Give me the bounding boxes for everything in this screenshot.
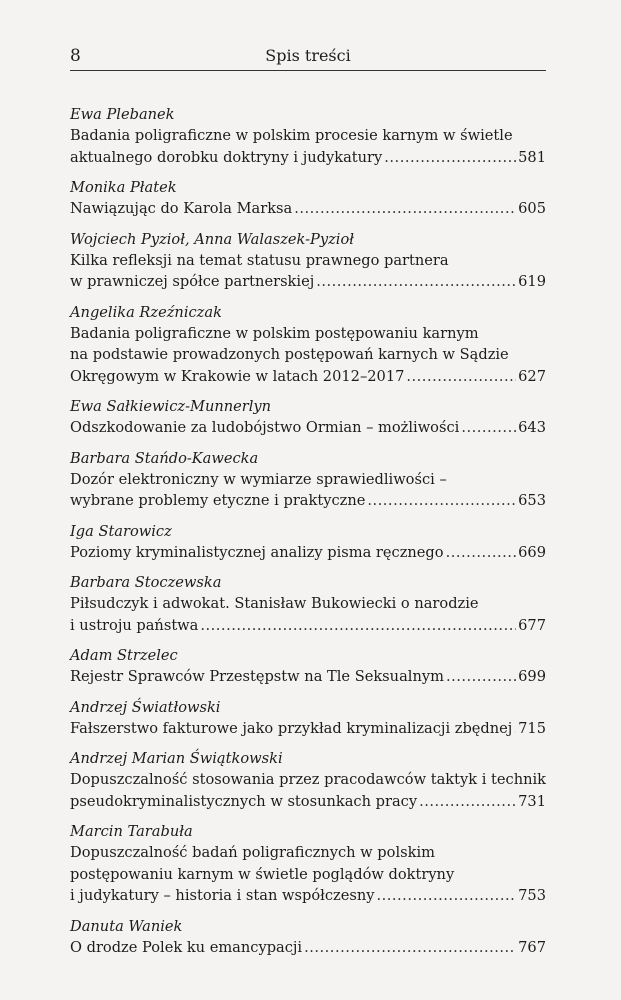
toc-entry-page-number: 619 (518, 273, 546, 290)
toc-entry-title-text: Rejestr Sprawców Przestępstw na Tle Seksualnym (70, 668, 444, 685)
toc-entry-title-line (70, 791, 546, 813)
toc-entry-title-text: Badania poligraficzne w polskim procesie karnym w świetle (70, 127, 513, 144)
toc-entry-title-text: Kilka refleksji na temat statusu prawnego partnera (70, 251, 449, 269)
toc-entry-page-number: 753 (518, 887, 546, 904)
header-rule (70, 70, 546, 71)
toc-entry-page-number: 767 (518, 938, 546, 956)
toc-entry (70, 572, 546, 636)
toc-entry-title-text: Odszkodowanie za ludobójstwo Ormian – możliwości (70, 419, 460, 436)
toc-entry-title-text: na podstawie prowadzonych postępowań karnych w Sądzie (70, 346, 509, 363)
toc-entry (70, 748, 546, 812)
toc-entry-title-line (70, 323, 546, 345)
toc-entry (70, 396, 546, 439)
toc-entry-title-line (70, 593, 546, 615)
dot-leader (384, 147, 516, 169)
toc-entry (70, 521, 546, 564)
toc-entry-page-number: 699 (518, 668, 546, 685)
dot-leader (446, 542, 517, 564)
dot-leader (514, 718, 516, 740)
toc-entry-page-number: 653 (518, 492, 546, 509)
toc-entry-title-line (70, 937, 546, 959)
toc-entry-title-line (70, 769, 546, 791)
toc-entry (70, 821, 546, 907)
toc-entry-title-text: Dozór elektroniczny w wymiarze sprawiedliwości – (70, 470, 447, 488)
toc-entry-page-number: 715 (518, 719, 546, 737)
toc-entry (70, 448, 546, 512)
toc-entry-page-number: 605 (518, 200, 546, 217)
toc-entry-title-text: i ustroju państwa (70, 616, 199, 634)
dot-leader (406, 366, 516, 388)
toc-entry-author: Barbara Stoczewska (70, 574, 222, 591)
toc-entry-title-text: postępowaniu karnym w świetle poglądów doktryny (70, 865, 455, 883)
toc-entry-title-line (70, 417, 546, 439)
toc-entry-page-number: 669 (518, 543, 546, 561)
page-header (70, 42, 546, 72)
toc-entry-title-line (70, 125, 546, 147)
toc-entry-title-line (70, 718, 546, 740)
toc-entry-title-line (70, 250, 546, 272)
toc-entry-page-number: 581 (518, 148, 546, 166)
toc-entry-title-text: Badania poligraficzne w polskim postępowaniu karnym (70, 324, 479, 342)
toc-entry-title-line (70, 490, 546, 512)
toc-entry-author: Marcin Tarabuła (70, 823, 193, 840)
toc-entry-title-line (70, 885, 546, 907)
toc-entry-title-text: Dopuszczalność stosowania przez pracodawców taktyk i technik (70, 771, 546, 788)
toc-entry-title-line (70, 366, 546, 388)
toc-entry-title-line (70, 271, 546, 293)
toc-entry (70, 104, 546, 168)
dot-leader (376, 885, 516, 907)
toc-entry-title-text: wybrane problemy etyczne i praktyczne (70, 492, 366, 509)
toc-entry-title-text: pseudokryminalistycznych w stosunkach pracy (70, 792, 418, 810)
toc-entry (70, 229, 546, 293)
toc-entry-title-text: O drodze Polek ku emancypacji (70, 938, 303, 956)
toc-entry (70, 697, 546, 740)
running-title: Spis treści (265, 46, 351, 65)
toc-entry-title-line (70, 542, 546, 564)
toc-entry-author: Danuta Waniek (70, 917, 183, 935)
toc-entry-author: Andrzej Marian Świątkowski (70, 750, 283, 767)
toc-entry-title-line (70, 198, 546, 220)
toc-entry-title-text: Okręgowym w Krakowie w latach 2012–2017 (70, 367, 405, 385)
dot-leader (461, 417, 516, 439)
toc-entry-title-text: Poziomy kryminalistycznej analizy pisma ręcznego (70, 543, 444, 561)
dot-leader (446, 666, 516, 688)
toc-entry-author: Angelika Rzeźniczak (70, 303, 222, 321)
toc-entry-author: Wojciech Pyzioł, Anna Walaszek-Pyzioł (70, 230, 354, 248)
toc-entry-title-line (70, 615, 546, 637)
dot-leader (316, 271, 516, 293)
toc-entry-author: Andrzej Światłowski (70, 698, 221, 716)
toc-entry-title-text: Fałszerstwo fakturowe jako przykład kryminalizacji zbędnej (70, 719, 513, 737)
toc-entry-author: Barbara Stańdo-Kawecka (70, 449, 259, 467)
toc-entry-page-number: 731 (518, 792, 546, 810)
toc-entry-author: Monika Płatek (70, 179, 177, 196)
toc-entry-author: Ewa Plebanek (70, 106, 175, 123)
toc-entry-title-text: Nawiązując do Karola Marksa (70, 200, 293, 217)
toc-entry-author: Iga Starowicz (70, 522, 172, 540)
page-number: 8 (70, 46, 81, 66)
toc-entry (70, 645, 546, 688)
dot-leader (419, 791, 516, 813)
toc-entry-title-line (70, 469, 546, 491)
dot-leader (304, 937, 516, 959)
toc-entry-title-text: Dopuszczalność badań poligraficznych w polskim (70, 844, 435, 861)
toc-entry-title-line (70, 666, 546, 688)
dot-leader (367, 490, 516, 512)
toc-entry-page-number: 677 (518, 616, 546, 634)
toc-entry (70, 302, 546, 388)
dot-leader (200, 615, 516, 637)
table-of-contents (70, 104, 546, 967)
toc-entry-author: Adam Strzelec (70, 647, 178, 664)
toc-entry-title-text: w prawniczej spółce partnerskiej (70, 273, 315, 290)
toc-entry (70, 916, 546, 959)
toc-entry-author: Ewa Sałkiewicz-Munnerlyn (70, 398, 272, 415)
toc-entry-title-line (70, 842, 546, 864)
toc-entry-title-text: Piłsudczyk i adwokat. Stanisław Bukowiecki o narodzie (70, 595, 479, 612)
toc-entry-title-line (70, 344, 546, 366)
toc-entry-title-line (70, 864, 546, 886)
dot-leader (294, 198, 516, 220)
toc-entry (70, 177, 546, 220)
toc-entry-title-line (70, 147, 546, 169)
toc-entry-title-text: aktualnego dorobku doktryny i judykatury (70, 148, 383, 166)
toc-entry-page-number: 643 (518, 419, 546, 436)
toc-entry-title-text: i judykatury – historia i stan współczesny (70, 887, 375, 904)
toc-entry-page-number: 627 (518, 367, 546, 385)
